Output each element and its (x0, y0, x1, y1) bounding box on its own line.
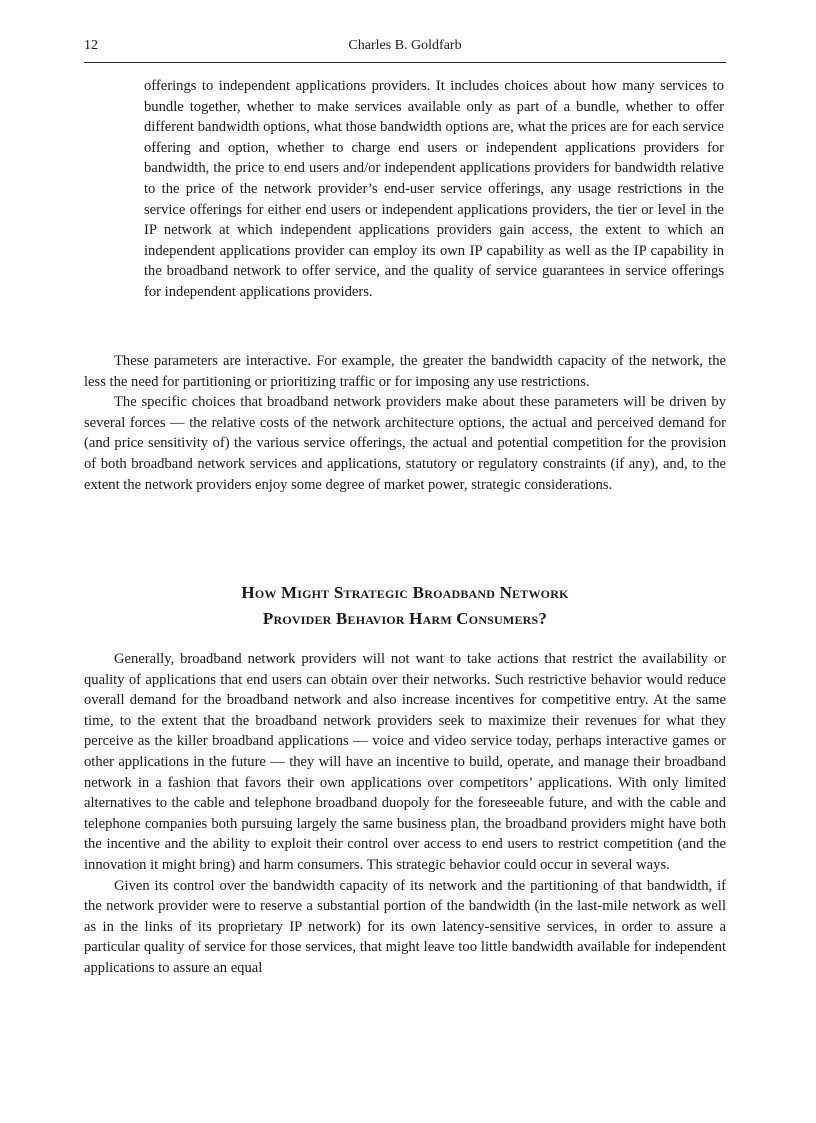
section-heading-line-1: How Might Strategic Broadband Network (241, 583, 569, 602)
body-section-1 (84, 351, 726, 495)
paragraph: These parameters are interactive. For example, the greater the bandwidth capacity of the network, the less the need for partitioning or prioritizing traffic or for imposing any use restrictions. (84, 353, 726, 390)
block-quote-text: offerings to independent applications providers. It includes choices about how many services to bundle together, whether to make services available only as part of a bundle, whether to offer different bandwidth options, what those bandwidth options are, what the prices are for each service offering and option, whether to charge end users or independent applications providers for bandwidth, the price to end users and/or independent applications providers for bandwidth relative to the price of the network provider’s end-user service offerings, any usage restrictions in the service offerings for either end users or independent applications providers, the tier or level in the IP network at which independent applications providers gain access, the extent to which an independent applications provider can employ its own IP capability as well as the IP capability in the broadband network to offer service, and the quality of service guarantees in service offerings for independent applications providers. (144, 78, 724, 300)
running-header-author: Charles B. Goldfarb (348, 38, 462, 53)
paragraph: Generally, broadband network providers will not want to take actions that restrict the availability or quality of applications that end users can obtain over their networks. Such restrictive behavior would reduce overall demand for the broadband network and also increase incentives for competitive entry. At the same time, to the extent that the broadband network providers seek to maximize their revenues for what they perceive as the killer broadband applications — voice and video service today, perhaps interactive games or other applications in the future — they will have an incentive to build, operate, and manage their broadband network in a fashion that favors their own applications over competitors’ applications. With only limited alternatives to the cable and telephone broadband duopoly for the foreseeable future, and with the cable and telephone companies both pursuing largely the same business plan, the broadband providers might have both the incentive and the ability to exploit their control over access to end users to restrict competition (and the innovation it might bring) and harm consumers. This strategic behavior could occur in several ways. (84, 651, 726, 873)
paragraph: Given its control over the bandwidth capacity of its network and the partitioning of that bandwidth, if the network provider were to reserve a substantial portion of the bandwidth (in the last-mile network as well as in the links of its proprietary IP network) for its own latency-sensitive services, in order to assure a particular quality of service for those services, that might leave too little bandwidth available for independent applications to assure an equal (84, 877, 726, 976)
page-number: 12 (84, 38, 98, 53)
paragraph: The specific choices that broadband network providers make about these parameters will be driven by several forces — the relative costs of the network architecture options, the actual and perceived demand for (and price sensitivity of) the various service offerings, the actual and potential competition for the provision of both broadband network services and applications, statutory or regulatory constraints (if any), and, to the extent the network providers enjoy some degree of market power, strategic considerations. (84, 394, 726, 493)
body-section-2 (84, 649, 726, 979)
section-heading (84, 580, 726, 632)
running-header (84, 38, 726, 63)
block-quote (144, 76, 724, 303)
section-heading-line-2: Provider Behavior Harm Consumers? (262, 609, 548, 628)
